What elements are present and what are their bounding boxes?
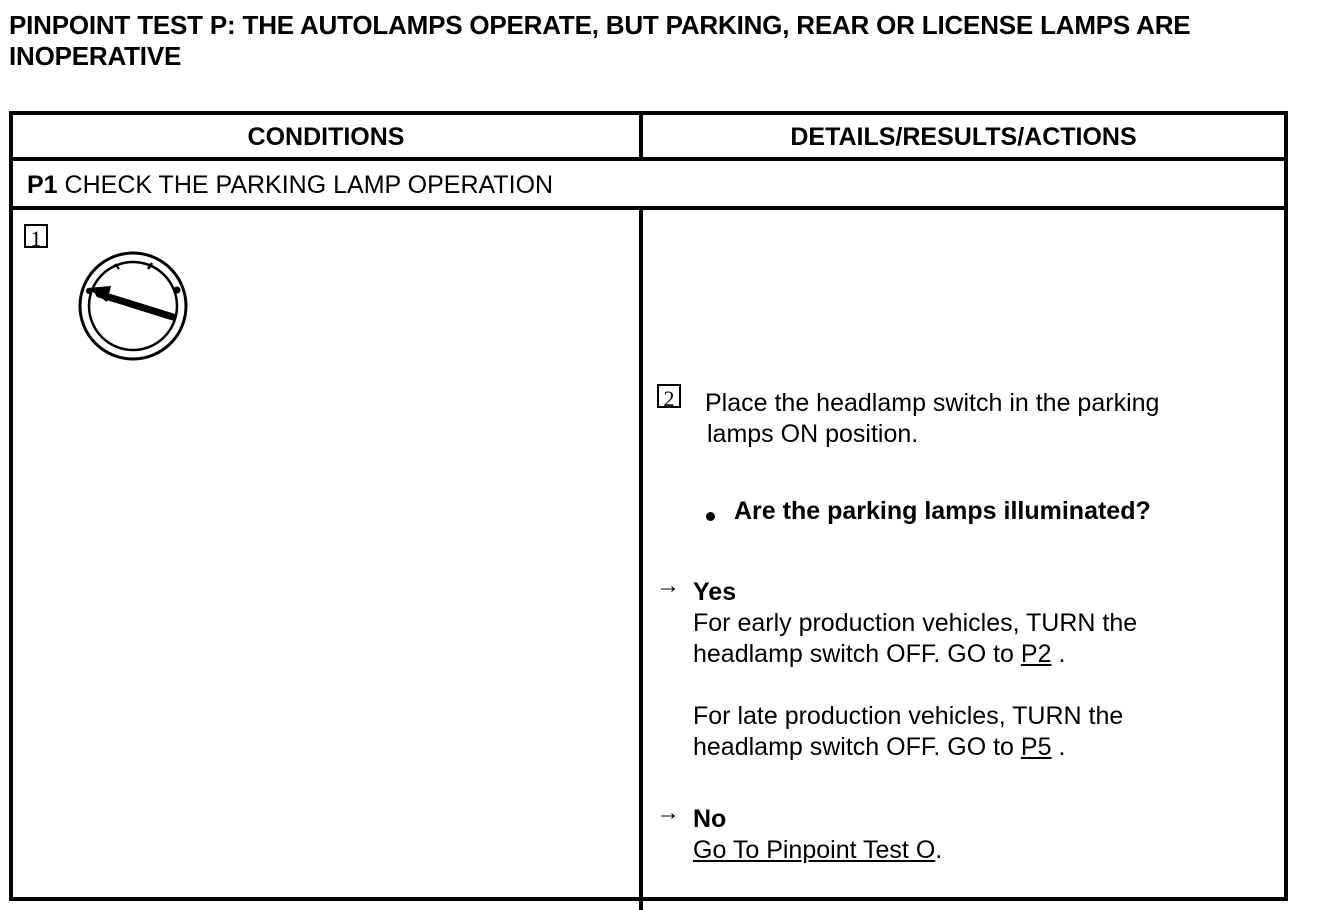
conditions-cell: [13, 210, 643, 910]
step-number-box-2: 2: [657, 384, 681, 408]
yes-early-line-2: headlamp switch OFF. GO to P2 .: [693, 640, 1066, 668]
yes-label: Yes: [693, 578, 737, 606]
instruction-line-1: Place the headlamp switch in the parking: [705, 389, 1160, 417]
step-id: P1: [27, 171, 58, 199]
page-title: PINPOINT TEST P: THE AUTOLAMPS OPERATE, BUT PARKING, REAR OR LICENSE LAMPS ARE INOPERATIVE: [9, 10, 1191, 71]
step-title-row: [13, 161, 1284, 210]
no-line: Go To Pinpoint Test O.: [693, 836, 943, 864]
instruction-line-2: lamps ON position.: [707, 420, 919, 448]
details-header: DETAILS/RESULTS/ACTIONS: [790, 123, 1137, 151]
step-title: CHECK THE PARKING LAMP OPERATION: [64, 171, 554, 199]
question-text: Are the parking lamps illuminated?: [734, 497, 1151, 525]
yes-arrow-icon: →: [656, 572, 680, 599]
headlamp-switch-icon: [77, 250, 189, 362]
conditions-header: CONDITIONS: [13, 115, 643, 157]
step-number-box-1: 1: [24, 224, 48, 248]
no-label: No: [693, 805, 727, 833]
bullet-dot: [706, 512, 715, 521]
link-p5[interactable]: P5: [1020, 733, 1052, 761]
details-cell: [643, 210, 1284, 910]
pinpoint-table: [9, 111, 1288, 901]
yes-late-line-2: headlamp switch OFF. GO to P5 .: [693, 733, 1066, 761]
link-pinpoint-test-o[interactable]: Go To Pinpoint Test O: [693, 836, 936, 864]
table-header-row: [13, 115, 1284, 161]
yes-late-line-1: For late production vehicles, TURN the: [693, 702, 1124, 730]
yes-early-line-1: For early production vehicles, TURN the: [693, 609, 1138, 637]
link-p2[interactable]: P2: [1020, 640, 1052, 668]
no-arrow-icon: →: [656, 799, 680, 826]
